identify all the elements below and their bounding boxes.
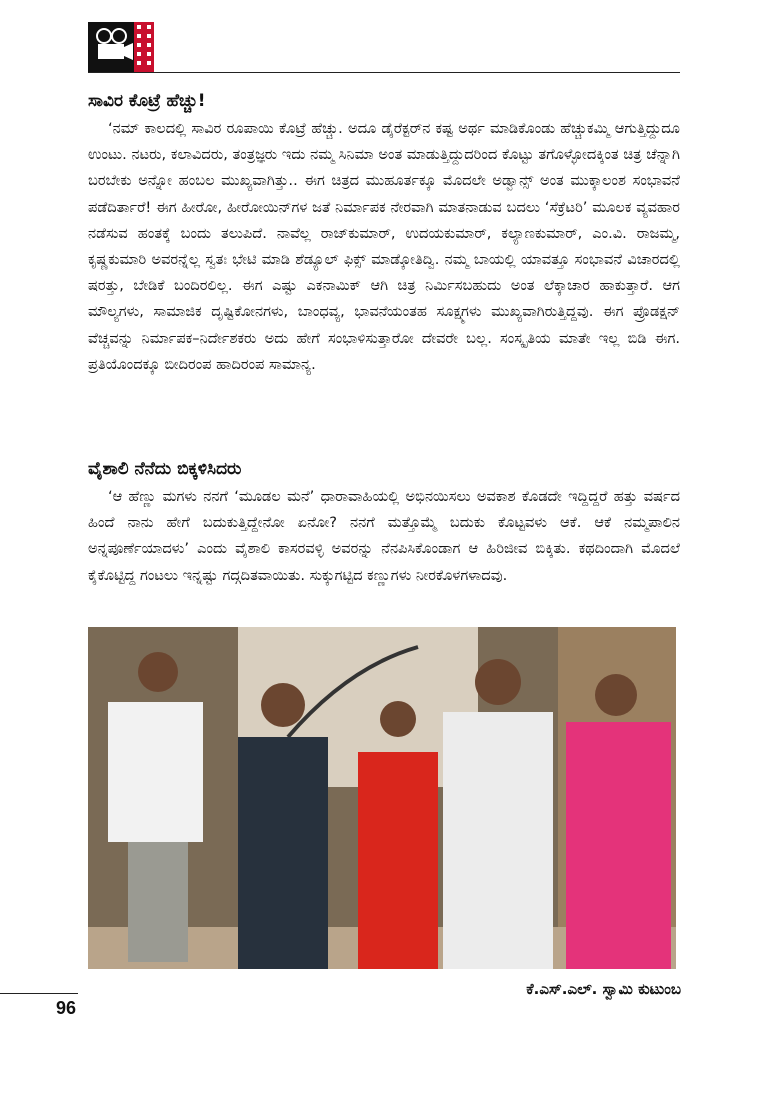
section-paragraph: ‘ಆ ಹೆಣ್ಣು ಮಗಳು ನನಗೆ ‘ಮೂಡಲ ಮನೆ’ ಧಾರಾವಾಹಿಯಲ್ಲಿ ಅಭಿನಯಿಸಲು ಅವಕಾಶ ಕೊಡದೇ ಇದ್ದಿದ್ದರೆ ಹತ್ತು ವರ್ಷದ ಹಿಂದೆ ನಾನು ಹೇಗೆ ಬದುಕುತ್ತಿದ್ದೇನೋ ಏನೋ? ನನಗೆ ಮತ್ತೊಮ್ಮೆ ಬದುಕು ಕೊಟ್ಟವಳು ಆಕೆ. ಆಕೆ ನಮ್ಮಪಾಲಿನ ಅನ್ನಪೂರ್ಣೆಯಾದಳು’ ಎಂದು ವೈಶಾಲಿ ಕಾಸರವಳ್ಳಿ ಅವರನ್ನು ನೆನಪಿಸಿಕೊಂಡಾಗ ಆ ಹಿರಿಜೀವ ಬಿಕ್ಕಿತು. ಕಥದಿಂದಾಗಿ ಮೊದಲೆ ಕೈಕೊಟ್ಟಿದ್ದ ಗಂಟಲು ಇನ್ನಷ್ಟು ಗದ್ಗದಿತವಾಯಿತು. ಸುಕ್ಕುಗಟ್ಟಿದ ಕಣ್ಣುಗಳು ನೀರಕೊಳಗಳಾದವು. [88,488,680,584]
family-photo [88,627,676,969]
photo-caption: ಕೆ.ಎಸ್.ಎಲ್. ಸ್ವಾಮಿ ಕುಟುಂಬ [526,980,681,998]
page-number: 96 [56,998,77,1018]
section-paragraph: ‘ನಮ್ ಕಾಲದಲ್ಲಿ ಸಾವಿರ ರೂಪಾಯಿ ಕೊಟ್ರೆ ಹೆಚ್ಚು. ಅದೂ ಡೈರೆಕ್ಟರ್‌ನ ಕಷ್ಟ ಅರ್ಥ ಮಾಡಿಕೊಂಡು ಹೆಚ್ಚುಕಮ್ಮಿ ಆಗುತ್ತಿದ್ದುದೂ ಉಂಟು. ನಟರು, ಕಲಾವಿದರು, ತಂತ್ರಜ್ಞರು ಇದು ನಮ್ಮ ಸಿನಿಮಾ ಅಂತ ಮಾಡುತ್ತಿದ್ದುದರಿಂದ ಕೊಟ್ಟು ತಗೊಳ್ಳೋದಕ್ಕಿಂತ ಚಿತ್ರ ಚೆನ್ನಾಗಿ ಬರಬೇಕು ಅನ್ನೋ ಹಂಬಲ ಮುಖ್ಯವಾಗಿತ್ತು.. ಈಗ ಚಿತ್ರದ ಮುಹೂರ್ತಕ್ಕೂ ಮೊದಲೇ ಅಡ್ವಾನ್ಸ್ ಅಂತ ಮುಕ್ಕಾಲಂಶ ಸಂಭಾವನೆ ಪಡೆದಿರ್ತಾರೆ! ಈಗ ಹೀರೋ, ಹೀರೋಯಿನ್‌ಗಳ ಜತೆ ನಿರ್ಮಾಪಕ ನೇರವಾಗಿ ಮಾತನಾಡುವ ಬದಲು ‘ಸೆಕ್ರೆಟರಿ’ ಮೂಲಕ ವ್ಯವಹಾರ ನಡೆಸುವ ಹಂತಕ್ಕೆ ಬಂದು ತಲುಪಿದೆ. ನಾವೆಲ್ಲ ರಾಜ್‌ಕುಮಾರ್, ಉದಯಕುಮಾರ್, ಕಲ್ಯಾಣಕುಮಾರ್, ಎಂ.ವಿ. ರಾಜಮ್ಮ, ಕೃಷ್ಣಕುಮಾರಿ ಅವರನ್ನೆಲ್ಲ ಸ್ವತಃ ಭೇಟಿ ಮಾಡಿ ಶೆಡ್ಯೂಲ್ ಫಿಕ್ಸ್ ಮಾಡ್ಕೋತಿದ್ವಿ. ನಮ್ಮ ಬಾಯಲ್ಲಿ ಯಾವತ್ತೂ ಸಂಭಾವನೆ ವಿಚಾರದಲ್ಲಿ ಷರತ್ತು, ಬೇಡಿಕೆ ಬಂದಿರಲಿಲ್ಲ. ಈಗ ಎಷ್ಟು ಎಕನಾಮಿಕ್ ಆಗಿ ಚಿತ್ರ ನಿರ್ಮಿಸಬಹುದು ಅಂತ ಲೆಕ್ಕಾಚಾರ ಹಾಕುತ್ತಾರೆ. ಆಗ ಮೌಲ್ಯಗಳು, ಸಾಮಾಜಿಕ ದೃಷ್ಟಿಕೋನಗಳು, ಬಾಂಧವ್ಯ, ಭಾವನೆಯಂತಹ ಸೂಕ್ಷ್ಮಗಳು ಮುಖ್ಯವಾಗಿರುತ್ತಿದ್ದವು. ಈಗ ಪ್ರೊಡಕ್ಷನ್ ವೆಚ್ಚವನ್ನು ನಿರ್ಮಾಪಕ–ನಿರ್ದೇಶಕರು ಅದು ಹೇಗೆ ಸಂಭಾಳಿಸುತ್ತಾರೋ ದೇವರೇ ಬಲ್ಲ. ಸಂಸ್ಕೃತಿಯ ಮಾತೇ ಇಲ್ಲ ಬಿಡಿ ಈಗ. ಪ್ರತಿಯೊಂದಕ್ಕೂ ಬೀದಿರಂಪ ಹಾದಿರಂಪ ಸಾಮಾನ್ಯ. [88,120,680,373]
article-section-fee [88,88,680,378]
film-camera-icon [88,22,154,72]
article-section-vaishali [88,456,680,589]
section-heading: ವೈಶಾಲಿ ನೆನೆದು ಬಿಕ್ಕಳಿಸಿದರು [88,459,242,479]
footer-divider [0,993,78,994]
section-heading: ಸಾವಿರ ಕೊಟ್ರೆ ಹೆಚ್ಚು! [88,91,206,111]
header-divider [88,72,680,73]
